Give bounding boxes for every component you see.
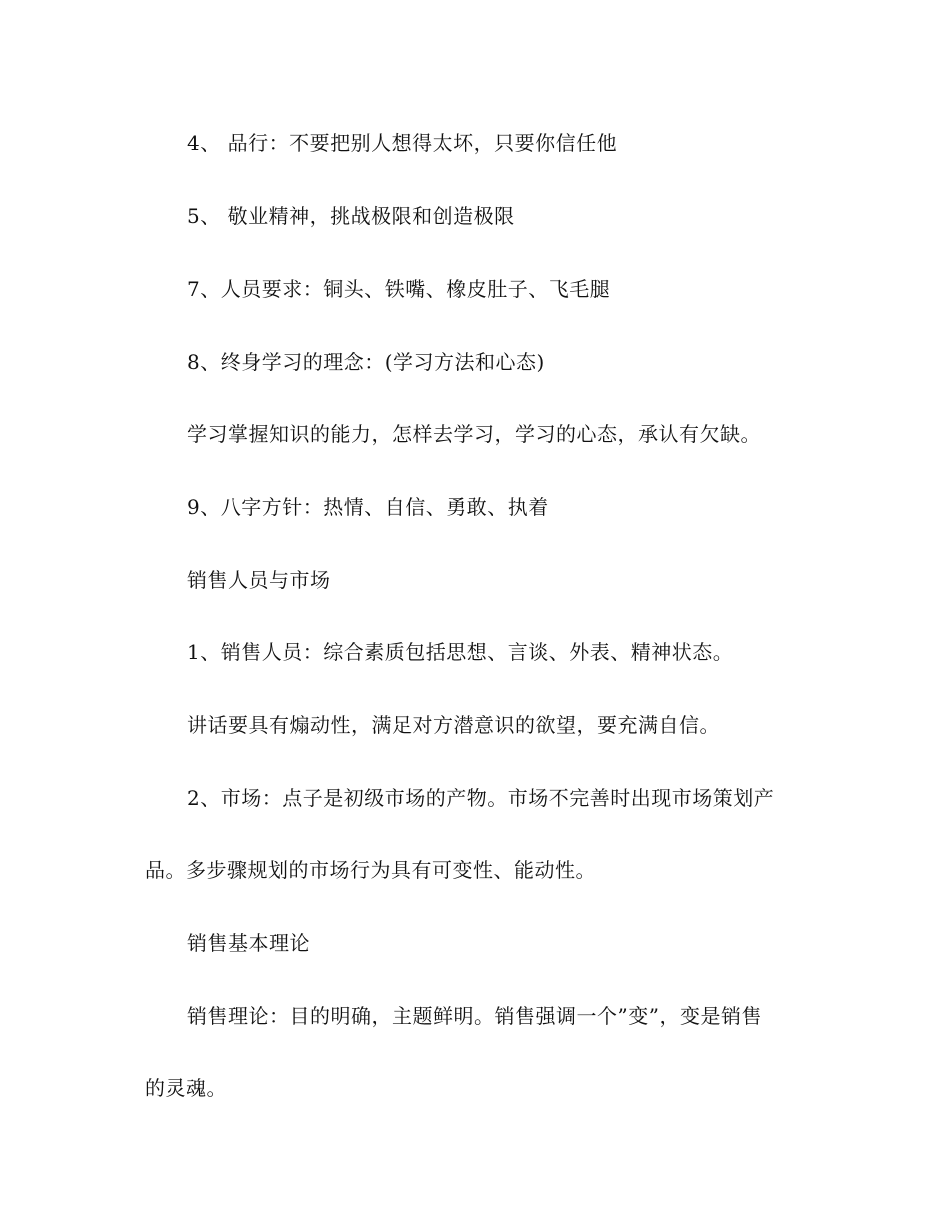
paragraph-lifelong-learning: 8、终身学习的理念：(学习方法和心态) [187,350,545,374]
paragraph-character: 4、 品行：不要把别人想得太坏，只要你信任他 [187,131,618,155]
paragraph-sales-theory-line-1: 销售理论：目的明确，主题鲜明。销售强调一个”变”，变是销售 [187,1004,762,1028]
paragraph-learning-ability: 学习掌握知识的能力，怎样去学习，学习的心态，承认有欠缺。 [187,422,761,446]
paragraph-market-line-1: 2、市场：点子是初级市场的产物。市场不完善时出现市场策划产 [187,786,775,810]
paragraph-speaking: 讲话要具有煽动性，满足对方潜意识的欲望，要充满自信。 [187,713,720,737]
paragraph-eight-word-policy: 9、八字方针：热情、自信、勇敢、执着 [187,495,549,519]
section-heading-sales-theory: 销售基本理论 [187,931,310,955]
paragraph-staff-requirements: 7、人员要求：铜头、铁嘴、橡皮肚子、飞毛腿 [187,277,611,301]
paragraph-market-line-2: 品。多步骤规划的市场行为具有可变性、能动性。 [145,858,596,882]
paragraph-dedication: 5、 敬业精神，挑战极限和创造极限 [187,204,515,228]
paragraph-sales-theory-line-2: 的灵魂。 [145,1076,227,1100]
paragraph-sales-staff: 1、销售人员：综合素质包括思想、言谈、外表、精神状态。 [187,640,734,664]
section-heading-sales-staff-and-market: 销售人员与市场 [187,568,331,592]
